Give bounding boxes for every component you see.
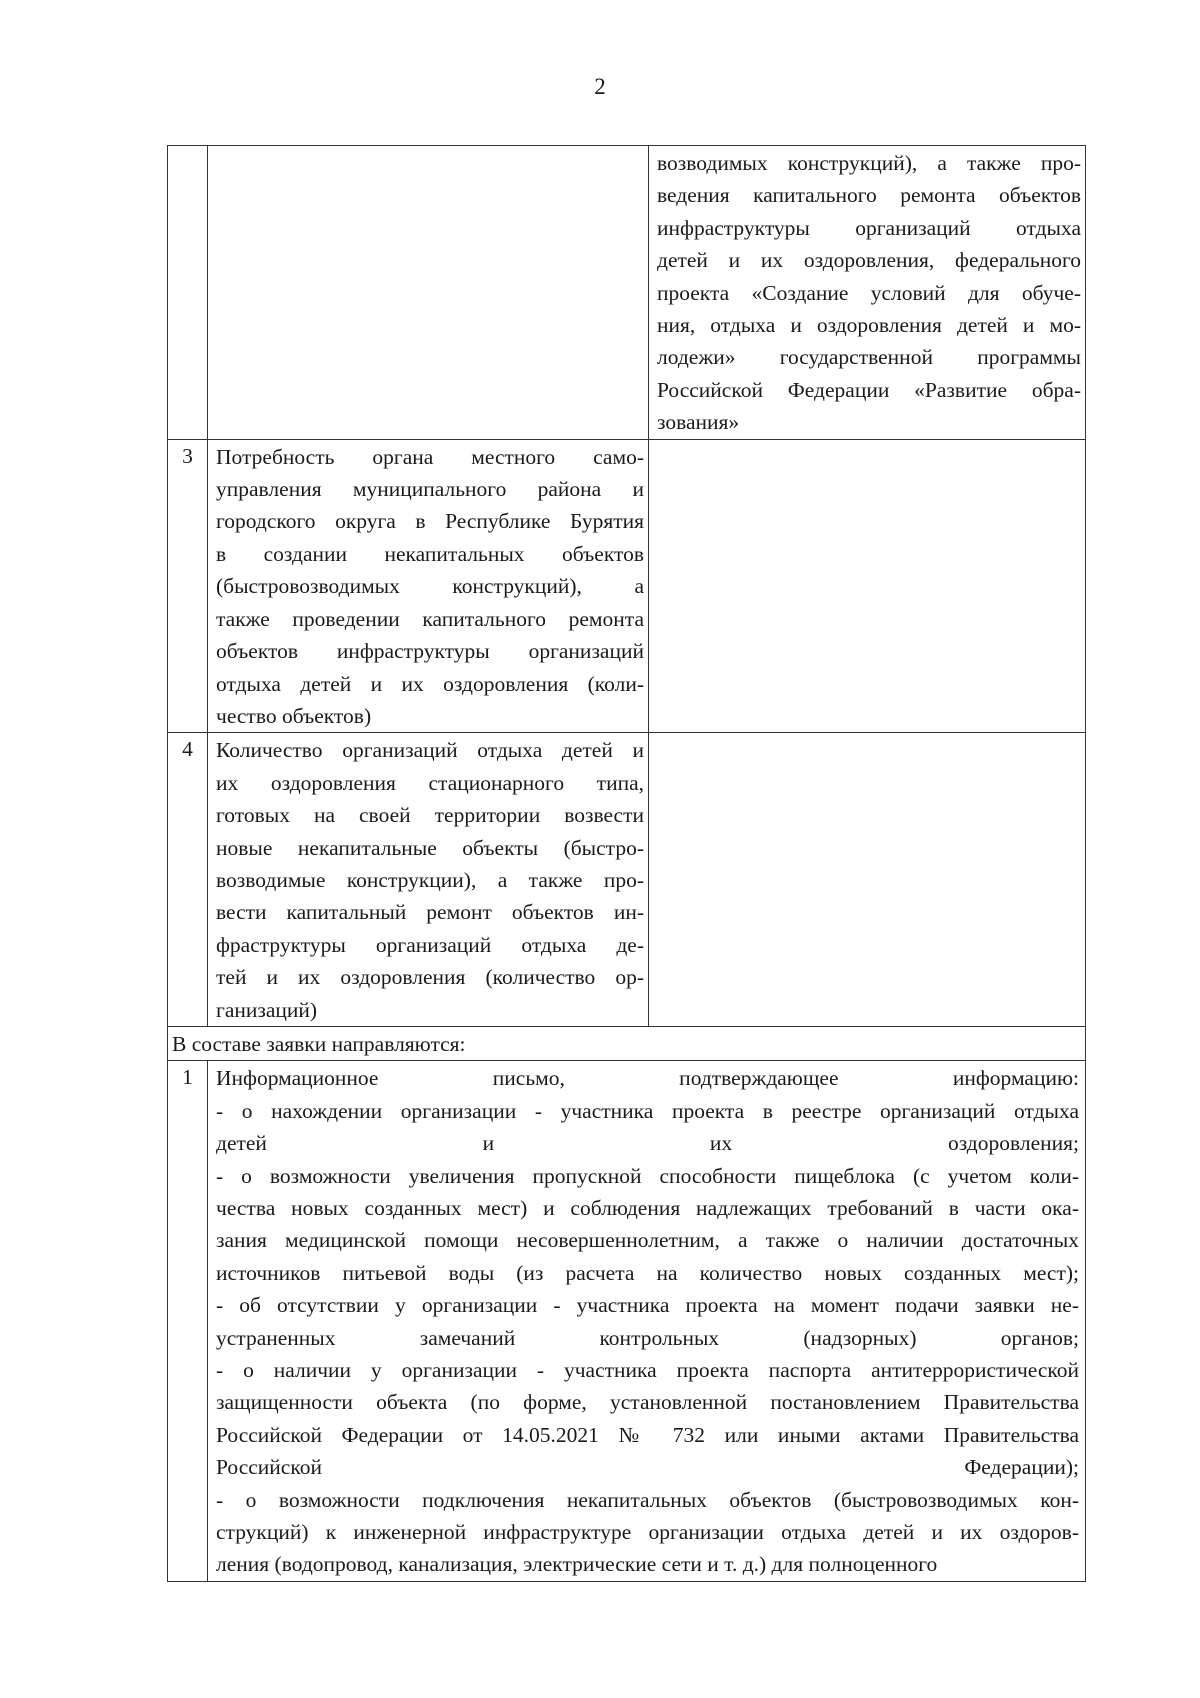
text-line: защищенности объекта (по форме, установленной постановлением Правительства: [216, 1390, 1079, 1415]
text-line: зания медицинской помощи несовершеннолетним, а также о наличии достаточных: [216, 1228, 1079, 1253]
row-name-cell: [208, 733, 649, 1027]
text-line: - о наличии у организации - участника проекта паспорта антитеррористической: [216, 1358, 1079, 1383]
text-line: проекта «Создание условий для обуче-: [657, 280, 1081, 305]
row-name-cell: [208, 146, 649, 440]
text-line: чество объектов): [216, 703, 372, 728]
text-line: Российской Федерации от 14.05.2021 № 732 или иными актами Правительства: [216, 1422, 1079, 1447]
text-line: лодежи» государственной программы: [657, 345, 1081, 370]
row-number: [168, 146, 208, 440]
text-line: Российской Федерации «Развитие обра-: [657, 377, 1081, 402]
text-line: детей и их оздоровления;: [216, 1131, 1079, 1156]
text-line: их оздоровления стационарного типа,: [216, 770, 644, 795]
text-line: вести капитальный ремонт объектов ин-: [216, 900, 644, 925]
text-line: управления муниципального района и: [216, 477, 644, 502]
text-line: ганизаций): [216, 997, 318, 1022]
text-line: готовых на своей территории возвести: [216, 803, 644, 828]
row-name-cell: [208, 439, 649, 733]
text-line: инфраструктуры организаций отдыха: [657, 215, 1081, 240]
text-line: также проведении капитального ремонта: [216, 606, 644, 631]
text-line: чества новых созданных мест) и соблюдения надлежащих требований в части ока-: [216, 1196, 1079, 1220]
text-line: источников питьевой воды (из расчета на количество новых созданных мест);: [216, 1260, 1079, 1285]
section-header-row: [168, 1026, 1086, 1060]
row-number: 3: [168, 439, 208, 733]
section-header: В составе заявки направляются:: [168, 1026, 1086, 1060]
text-line: (быстровозводимых конструкций), а: [216, 574, 644, 599]
doc-item-row-1: [168, 1061, 1086, 1582]
doc-item-number: 1: [168, 1061, 208, 1582]
text-line: ния, отдыха и оздоровления детей и мо-: [657, 313, 1081, 338]
text-line: - о нахождении организации - участника проекта в реестре организаций отдыха: [216, 1098, 1079, 1123]
text-line: в создании некапитальных объектов: [216, 541, 644, 566]
text-line: объектов инфраструктуры организаций: [216, 639, 644, 664]
row-value-cell: [649, 439, 1086, 733]
text-line: струкций) к инженерной инфраструктуре организации отдыха детей и их оздоров-: [216, 1520, 1079, 1545]
text-line: возводимые конструкции), а также про-: [216, 867, 644, 892]
row-value-cell: [649, 146, 1086, 440]
doc-item-text: [208, 1061, 1086, 1582]
text-line: - о возможности увеличения пропускной способности пищеблока (с учетом коли-: [216, 1163, 1079, 1188]
row-number: 4: [168, 733, 208, 1027]
text-line: тей и их оздоровления (количество ор-: [216, 965, 644, 990]
text-line: Количество организаций отдыха детей и: [216, 738, 644, 763]
text-line: новые некапитальные объекты (быстро-: [216, 835, 644, 860]
text-line: зования»: [657, 410, 740, 435]
table-row-3: [168, 439, 1086, 733]
text-line: устраненных замечаний контрольных (надзорных) органов;: [216, 1325, 1079, 1350]
text-line: - о возможности подключения некапитальных объектов (быстровозводимых кон-: [216, 1487, 1079, 1512]
text-line: городского округа в Республике Бурятия: [216, 509, 644, 534]
text-line: Российской Федерации);: [216, 1455, 1079, 1480]
text-line: - об отсутствии у организации - участника проекта на момент подачи заявки не-: [216, 1293, 1079, 1318]
text-line: отдыха детей и их оздоровления (коли-: [216, 671, 644, 696]
page-number: 2: [594, 74, 606, 99]
text-line: ведения капитального ремонта объектов: [657, 183, 1081, 208]
table-row-continuation: [168, 146, 1086, 440]
text-line: ления (водопровод, канализация, электрические сети и т. д.) для полноценного: [216, 1552, 938, 1577]
text-line: возводимых конструкций), а также про-: [657, 151, 1081, 175]
text-line: Потребность органа местного само-: [216, 444, 644, 469]
table-row-4: [168, 733, 1086, 1027]
text-line: фраструктуры организаций отдыха де-: [216, 932, 644, 957]
row-value-cell: [649, 733, 1086, 1027]
text-line: Информационное письмо, подтверждающее информацию:: [216, 1066, 1079, 1091]
application-table: [167, 145, 1086, 1582]
text-line: детей и их оздоровления, федерального: [657, 248, 1081, 273]
